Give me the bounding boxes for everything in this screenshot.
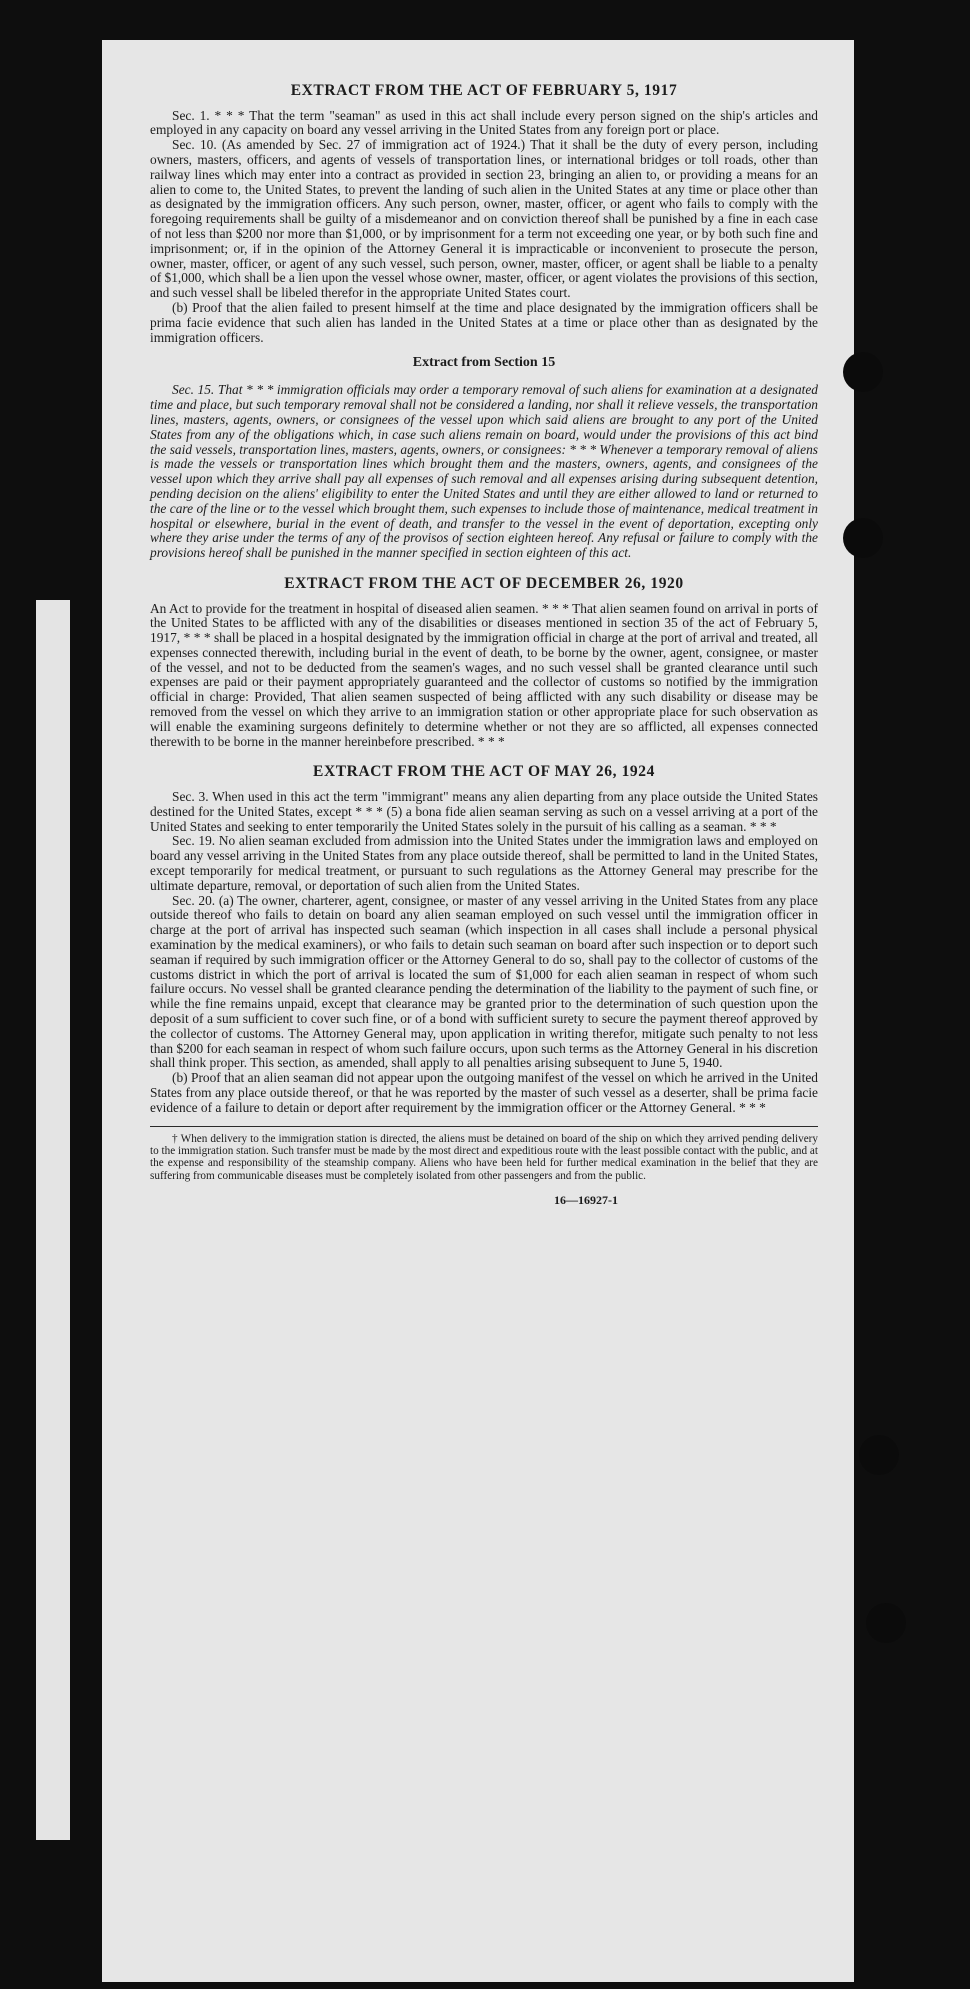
act-1924-heading: EXTRACT FROM THE ACT OF MAY 26, 1924 xyxy=(313,763,655,781)
punch-hole xyxy=(843,352,883,392)
sec-20a-paragraph: Sec. 20. (a) The owner, charterer, agent, consignee, or master of any vessel arriving in the United States from any place outside thereof who fails to detain on board any alien seaman employed on such vessel until the immigration officer in charge at the port of arrival has inspected such seaman (which inspection in all cases shall include a personal physical examination by the medical examiners), or who fails to detain such seaman on board after such inspection or to deport such seaman if required by such immigration officer or the Attorney General to do so, shall pay to the collector of customs of the customs district in which the port of arrival is located the sum of $1,000 for each alien seaman in respect of whom such failure occurs. No vessel shall be granted clearance pending the determination of the liability to the payment of such fine, or while the fine remains unpaid, except that clearance may be granted prior to the determination of such question upon the deposit of a sum sufficient to cover such fine, or of a bond with sufficient surety to secure the payment thereof approved by the collector of customs. The Attorney General may, upon application in writing therefor, mitigate such penalty to not less than $200 for each seaman in respect of whom such failure occurs, upon such terms as the Attorney General in his discretion shall think proper. This section, as amended, shall apply to all penalties arising subsequent to June 5, 1940. xyxy=(150,892,818,1071)
act-1924-section xyxy=(150,763,818,1115)
sec-15-paragraph: Sec. 15. That * * * immigration officials may order a temporary removal of such aliens for examination at a designated time and place, but such temporary removal shall not be considered a landing, nor shall it relieve vessels, the transportation lines, masters, agents, owners, or consignees of the vessel upon which said aliens are brought to any port of the United States from any of the obligations which, in case such aliens remain on board, would under the provisions of this act bind the said vessels, transportation lines, masters, agents, owners, or consignees: * * * Whenever a temporary removal of aliens is made the vessels or transportation lines which brought them and the masters, owners, agents, and consignees of the vessel upon which they arrive shall pay all expenses of such removal and all expenses arising during subsequent detention, pending decision on the aliens' eligibility to enter the United States and until they are either allowed to land or returned to the care of the line or to the vessel which brought them, such expenses to include those of maintenance, medical treatment in hospital or elsewhere, burial in the event of death, and transfer to the vessel in the event of deportation, excepting only where they arise under the terms of any of the provisos of section eighteen hereof. Any refusal or failure to comply with the provisions hereof shall be punished in the manner specified in section eighteen of this act. xyxy=(150,382,818,561)
punch-hole xyxy=(843,518,883,558)
adjacent-page-edge xyxy=(36,600,70,1840)
sec-19-paragraph: Sec. 19. No alien seaman excluded from admission into the United States under the immigration laws and employed on board any vessel arriving in the United States from any place outside thereof, shall be permitted to land in the United States, except temporarily for medical treatment, or pursuant to such regulations as the Attorney General may prescribe for the ultimate departure, removal, or deportation of such alien from the United States. xyxy=(150,833,818,893)
sec-3-paragraph: Sec. 3. When used in this act the term "immigrant" means any alien departing from any place outside the United States destined for the United States, except * * * (5) a bona fide alien seaman serving as such on a vessel arriving at a port of the United States and seeking to enter temporarily the United States solely in the pursuit of his calling as a seaman. * * * xyxy=(150,789,818,834)
act-1920-heading: EXTRACT FROM THE ACT OF DECEMBER 26, 1920 xyxy=(284,574,684,592)
section-15-extract xyxy=(150,355,818,561)
punch-hole xyxy=(866,1603,906,1643)
punch-hole xyxy=(859,1435,899,1475)
act-1917-heading: EXTRACT FROM THE ACT OF FEBRUARY 5, 1917 xyxy=(290,82,678,99)
act-1917-section xyxy=(150,82,818,345)
act-1920-section xyxy=(150,575,818,750)
sec-10b-paragraph: (b) Proof that the alien failed to present himself at the time and place designated by the immigration officers shall be prima facie evidence that such alien has landed in the United States at a time or place other than as designated by the immigration officers. xyxy=(150,299,818,345)
sec-20b-paragraph: (b) Proof that an alien seaman did not appear upon the outgoing manifest of the vessel on which he arrived in the United States from any place outside thereof, or that he was reported by the master of such vessel as a deserter, shall be prima facie evidence of a failure to detain or deport after requirement by the immigration officer or the Attorney General. * * * xyxy=(150,1070,818,1115)
document-number: 16—16927-1 xyxy=(554,1193,618,1208)
section-15-heading: Extract from Section 15 xyxy=(412,355,556,371)
act-1920-paragraph: An Act to provide for the treatment in hospital of diseased alien seamen. * * * That alien seamen found on arrival in ports of the United States to be afflicted with any of the disabilities or diseases mentioned in section 35 of the act of February 5, 1917, * * * shall be placed in a hospital designated by the immigration official in charge at the port of arrival and treated, all expenses connected therewith, including burial in the event of death, to be borne by the owner, agent, consignee, or master of the vessel, and not to be deducted from the seamen's wages, and no such vessel shall be granted clearance until such expenses are paid or their payment appropriately guaranteed and the collector of customs so notified by the immigration official in charge: Provided, That alien seamen suspected of being afflicted with any such disability or disease may be removed from the vessel on which they arrive to an immigration station or other appropriate place for such observation as will enable the examining surgeons definitely to determine whether or not they are so afflicted, all expenses connected therewith to be borne in the manner hereinbefore prescribed. * * * xyxy=(150,600,818,749)
footnote: † When delivery to the immigration station is directed, the aliens must be detained on board of the ship on which they arrived pending delivery to the immigration station. Such transfer must be made by the most direct and expeditious route with the least possible contact with the public, and at the expense and responsibility of the steamship company. Aliens who have been held for further medical examination in the belief that they are suffering from communicable diseases must be completely isolated from other passengers and from the public. xyxy=(150,1126,818,1183)
sec-10-paragraph: Sec. 10. (As amended by Sec. 27 of immigration act of 1924.) That it shall be the duty of every person, including owners, masters, officers, and agents of vessels of transportation lines, or international bridges or toll roads, other than railway lines which may enter into a contract as provided in section 23, bringing an alien to, or providing a means for an alien to come to, the United States, to prevent the landing of such alien in the United States at any time or place other than as designated by the immigration officers. Any such person, owner, master, officer, or agent who fails to comply with the foregoing requirements shall be guilty of a misdemeanor and on conviction thereof shall be punished by a fine in each case of not less than $200 nor more than $1,000, or by imprisonment for a term not exceeding one year, or by both such fine and imprisonment; or, if in the opinion of the Attorney General it is impracticable or inconvenient to prosecute the person, owner, master, officer, or agent of any such vessel, such person, owner, master, officer, or agent shall be liable to a penalty of $1,000, which shall be a lien upon the vessel whose owner, master, officer, or agent violates the provisions of this section, and such vessel shall be libeled therefor in the appropriate United States court. xyxy=(150,137,818,301)
document-page xyxy=(102,40,854,1982)
sec-1-paragraph: Sec. 1. * * * That the term "seaman" as used in this act shall include every person signed on the ship's articles and employed in any capacity on board any vessel arriving in the United States from any foreign port or place. xyxy=(150,107,818,138)
